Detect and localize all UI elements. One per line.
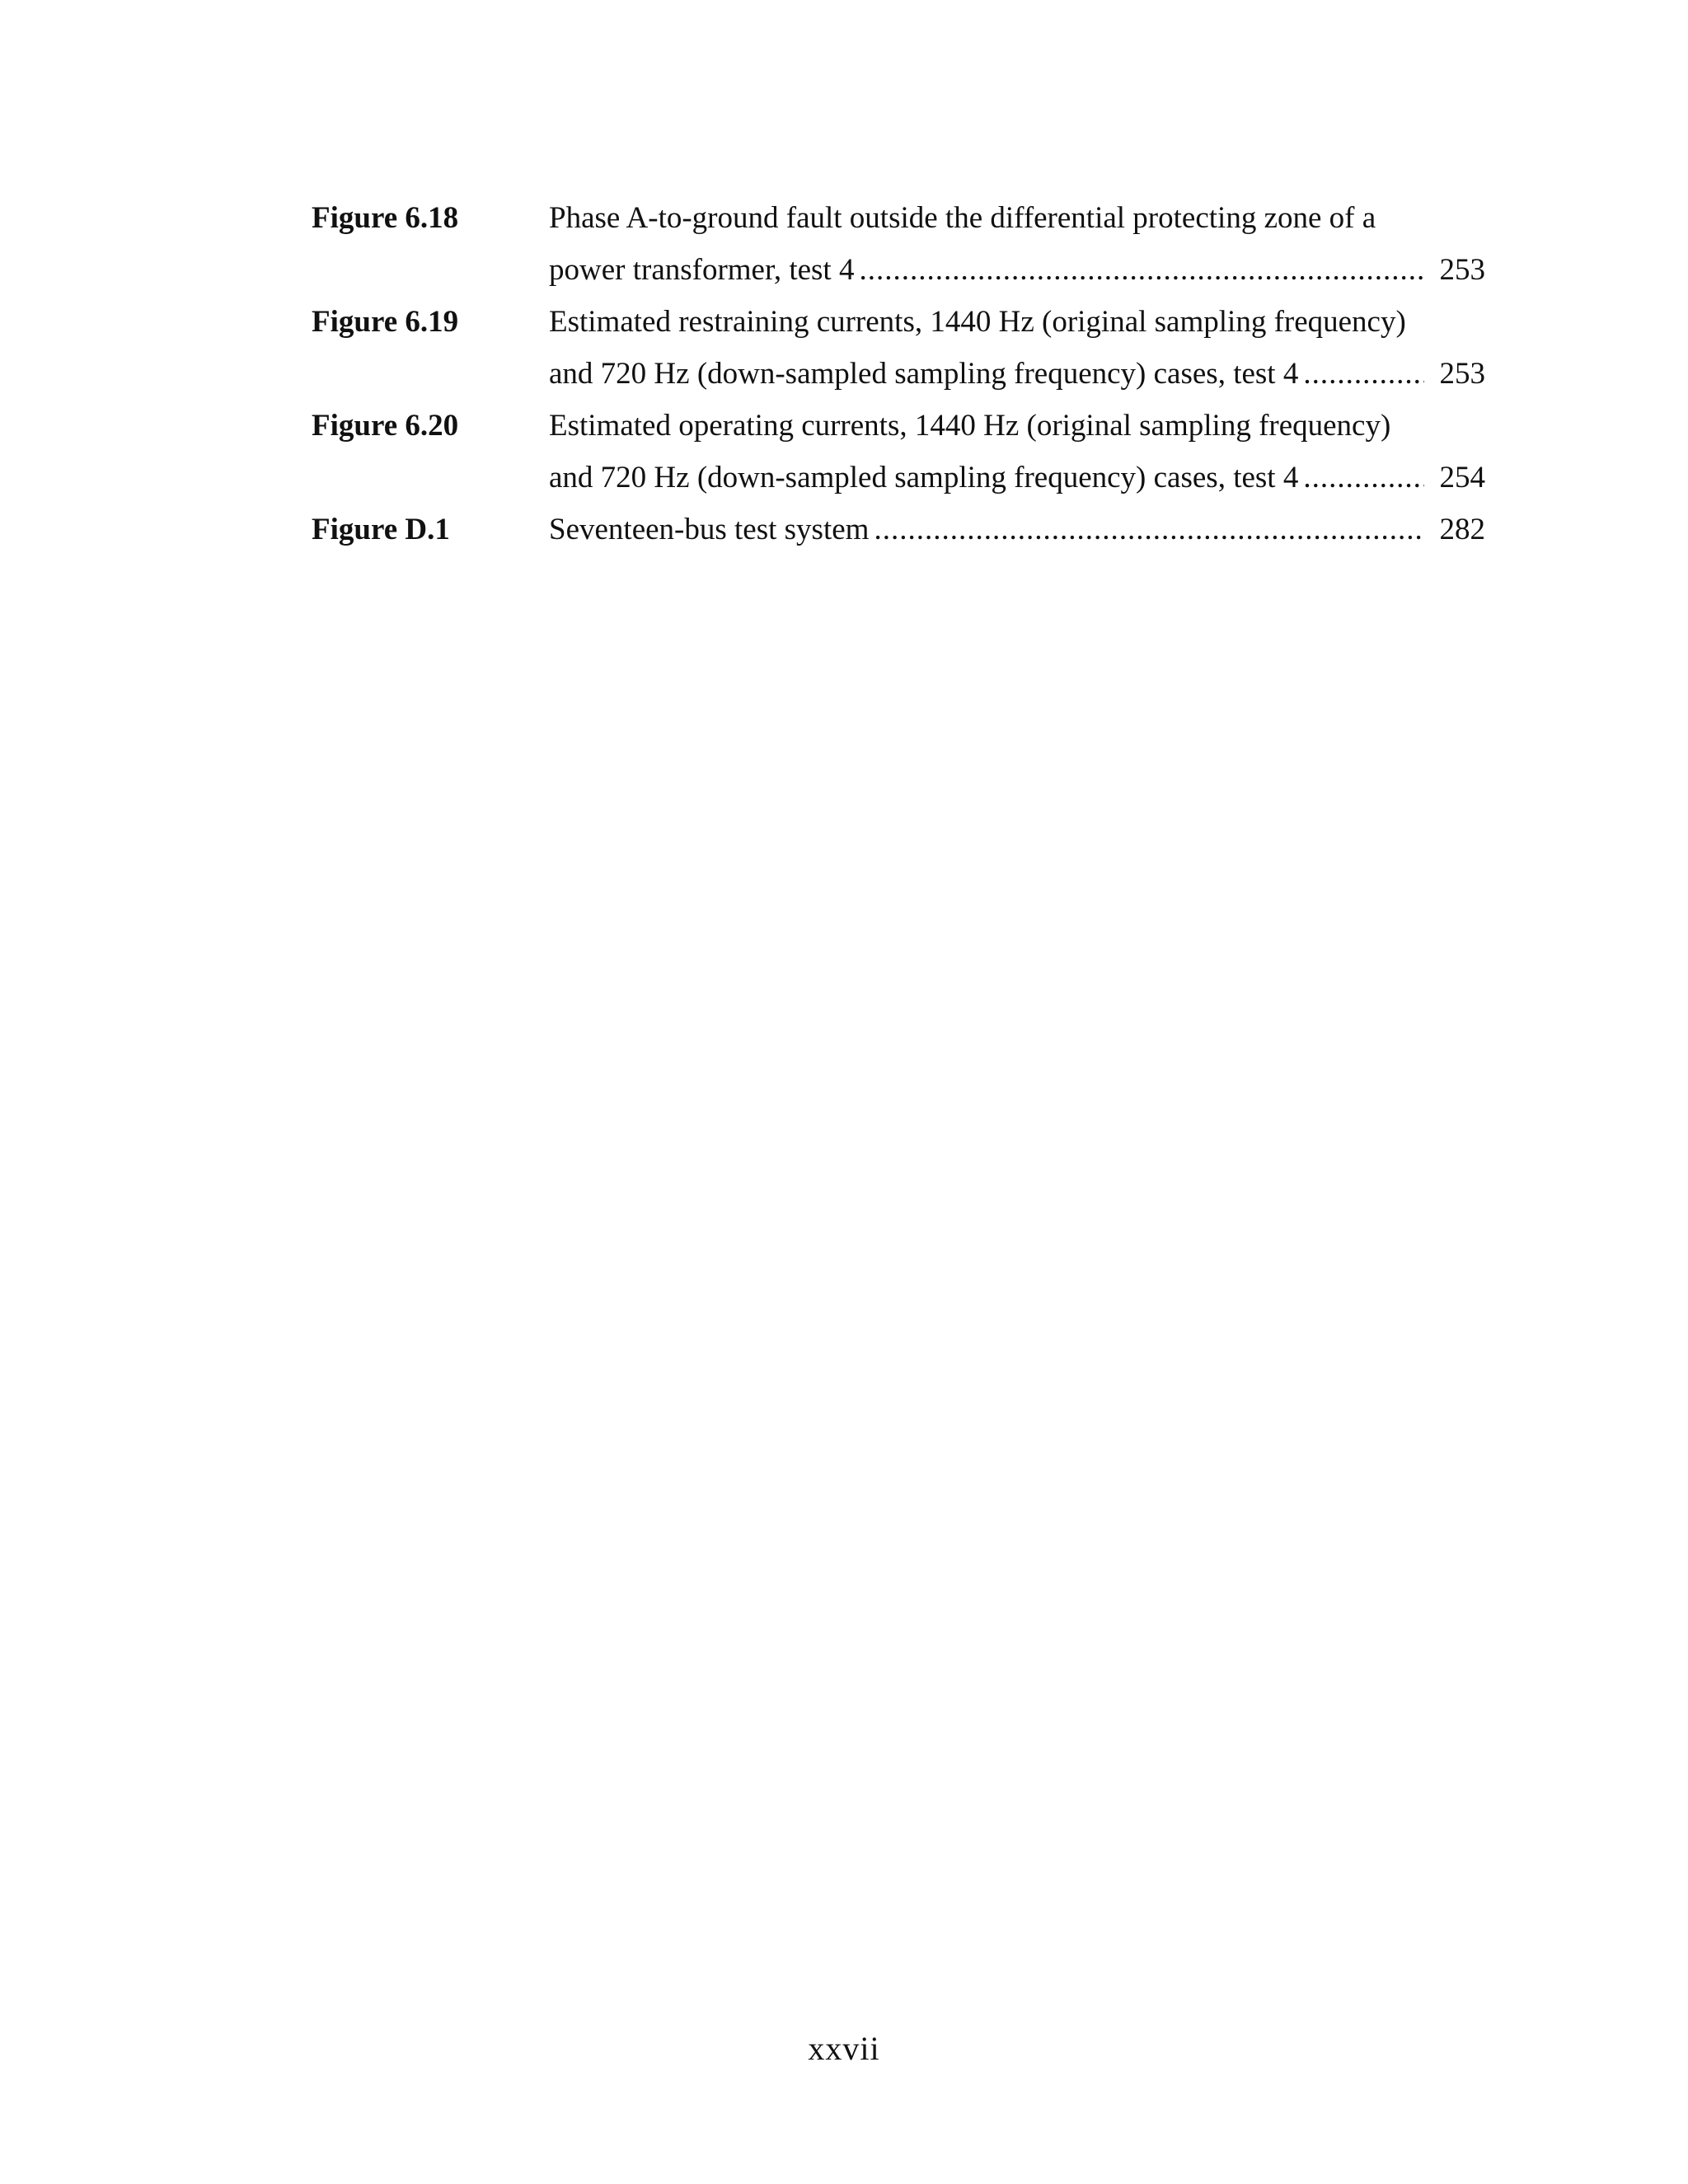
- caption-line-with-page: [549, 452, 1485, 504]
- caption-text: Estimated restraining currents, 1440 Hz (original sampling frequency): [549, 305, 1406, 339]
- dot-leader: [859, 244, 1424, 296]
- caption-text: and 720 Hz (down-sampled sampling frequency) cases, test 4: [549, 357, 1299, 391]
- caption-text: and 720 Hz (down-sampled sampling frequency) cases, test 4: [549, 461, 1299, 494]
- figure-entry-6-20: [312, 400, 1485, 504]
- figure-label: Figure 6.18: [312, 201, 459, 235]
- caption-text: Seventeen-bus test system: [549, 513, 870, 546]
- dot-leader: [1303, 452, 1424, 504]
- caption-line: [549, 296, 1485, 348]
- caption-line-with-page: [549, 244, 1485, 296]
- page-reference: 253: [1439, 357, 1485, 391]
- figure-caption: [549, 296, 1485, 400]
- caption-line: [549, 400, 1485, 452]
- caption-line-with-page: [549, 504, 1485, 555]
- caption-line-with-page: [549, 348, 1485, 400]
- figure-caption: [549, 504, 1485, 555]
- figure-entry-6-19: [312, 296, 1485, 400]
- caption-line: [549, 192, 1485, 244]
- figure-label: Figure 6.19: [312, 305, 459, 339]
- caption-text: Estimated operating currents, 1440 Hz (original sampling frequency): [549, 409, 1391, 443]
- figure-entry-d-1: [312, 504, 1485, 555]
- figure-caption: [549, 192, 1485, 296]
- dot-leader: [1303, 348, 1424, 400]
- figure-label: Figure D.1: [312, 513, 450, 546]
- page-reference: 282: [1439, 513, 1485, 546]
- dot-leader: [874, 504, 1424, 555]
- figure-label: Figure 6.20: [312, 409, 459, 443]
- page-number: xxvii: [808, 2030, 880, 2067]
- caption-text: Phase A-to-ground fault outside the differential protecting zone of a: [549, 201, 1376, 235]
- page-reference: 254: [1439, 461, 1485, 494]
- figure-caption: [549, 400, 1485, 504]
- caption-text: power transformer, test 4: [549, 253, 855, 287]
- page-reference: 253: [1439, 253, 1485, 287]
- figure-entry-6-18: [312, 192, 1485, 296]
- list-of-figures: [312, 192, 1485, 555]
